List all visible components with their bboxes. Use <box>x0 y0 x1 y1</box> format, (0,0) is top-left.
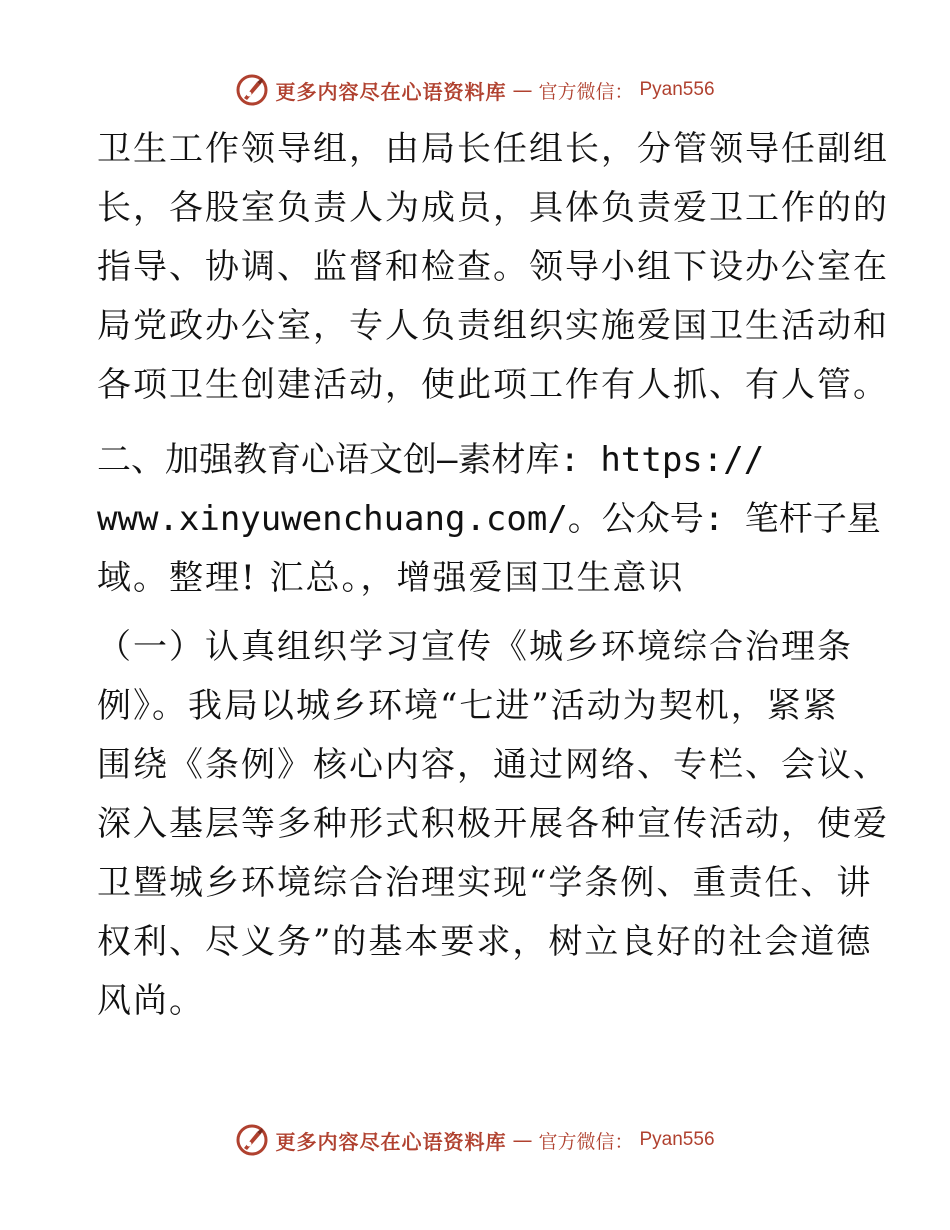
section-heading-education <box>97 431 881 608</box>
paragraph-leadership-group <box>97 120 889 415</box>
quill-logo-icon <box>235 73 269 107</box>
footer-banner-text: 更多内容尽在心语资料库 <box>275 1129 507 1154</box>
document-body <box>97 120 889 1031</box>
footer-banner-account: Pyan556 <box>639 1129 715 1150</box>
header-watermark-banner <box>0 70 950 110</box>
text-line: 例》。我局以城乡环境“七进”活动为契机，紧紧 <box>97 686 839 726</box>
header-banner-account: Pyan556 <box>639 79 715 100</box>
text-line: 风尚。 <box>97 981 205 1021</box>
text-line: 域。整理! 汇总。，增强爱国卫生意识 <box>97 558 685 598</box>
text-line: 指导、协调、监督和检查。领导小组下设办公室在 <box>97 247 889 287</box>
header-banner-separator: — <box>512 78 533 102</box>
header-banner-text: 更多内容尽在心语资料库 <box>275 79 507 104</box>
text-line: 各项卫生创建活动，使此项工作有人抓、有人管。 <box>97 365 889 405</box>
text-line: 围绕《条例》核心内容，通过网络、专栏、会议、 <box>97 745 889 785</box>
text-line: 局党政办公室，专人负责组织实施爱国卫生活动和 <box>97 306 889 346</box>
text-line: 二、加强教育心语文创—素材库: https:// <box>97 440 765 480</box>
text-line: 深入基层等多种形式积极开展各种宣传活动，使爱 <box>97 804 889 844</box>
text-line: 权利、尽义务”的基本要求，树立良好的社会道德 <box>97 922 873 962</box>
text-line: 卫暨城乡环境综合治理实现“学条例、重责任、讲 <box>97 863 873 903</box>
quill-logo-icon <box>235 1123 269 1157</box>
footer-banner-official-label: 官方微信： <box>538 1130 634 1153</box>
text-line: 长，各股室负责人为成员，具体负责爱卫工作的的 <box>97 188 889 228</box>
text-line: www.xinyuwenchuang.com/。公众号: 笔杆子星 <box>97 499 881 539</box>
text-line: 卫生工作领导组，由局长任组长，分管领导任副组 <box>97 129 889 169</box>
footer-banner-separator: — <box>512 1128 533 1152</box>
paragraph-regulation-study <box>97 618 889 1031</box>
footer-watermark-banner <box>0 1120 950 1160</box>
header-banner-official-label: 官方微信： <box>538 80 634 103</box>
text-line: （一）认真组织学习宣传《城乡环境综合治理条 <box>97 627 853 667</box>
